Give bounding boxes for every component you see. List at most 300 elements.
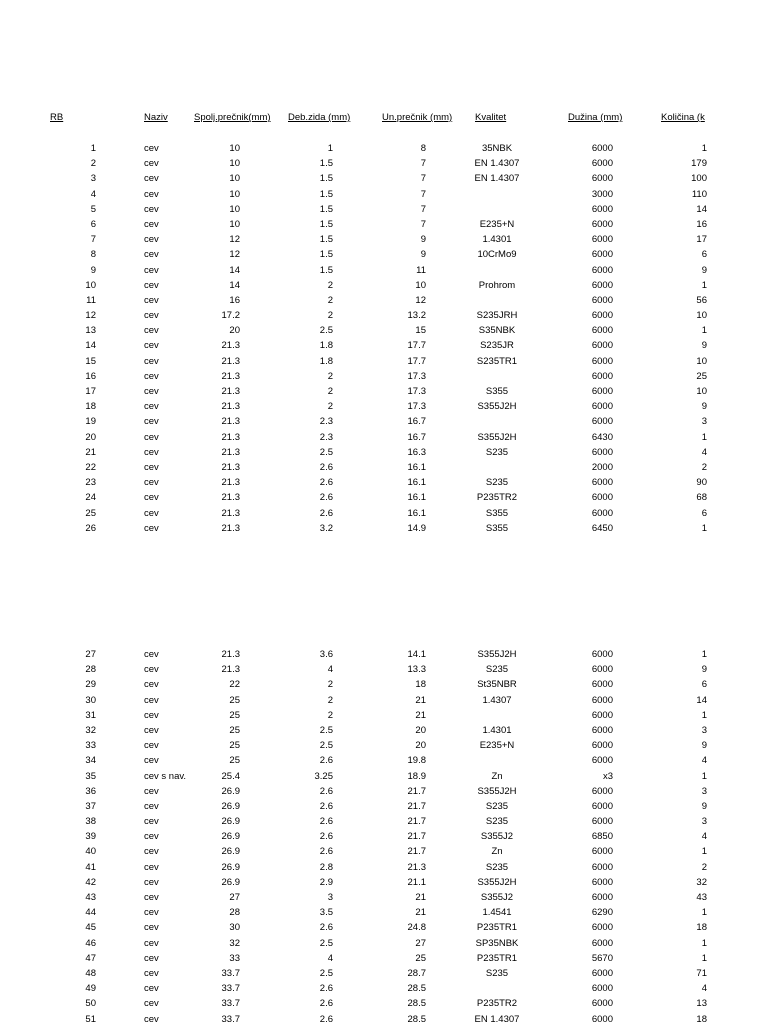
cell-duzina: 6000 [591, 492, 613, 504]
cell-duzina: 6000 [591, 740, 613, 752]
cell-rb: 36 [85, 785, 96, 797]
cell-duzina: 6000 [591, 664, 613, 676]
table-row [0, 710, 768, 725]
cell-spolj-precnik: 25 [229, 740, 240, 752]
cell-spolj-precnik: 20 [229, 325, 240, 337]
cell-spolj-precnik: 25 [229, 755, 240, 767]
cell-kolicina: 1 [701, 846, 707, 858]
cell-kvalitet: S355J2H [477, 785, 517, 797]
cell-deb-zida: 1.5 [319, 173, 333, 185]
cell-deb-zida: 2.5 [319, 937, 333, 949]
cell-kvalitet: 10CrMo9 [477, 249, 517, 261]
table-row [0, 740, 768, 755]
cell-spolj-precnik: 10 [229, 158, 240, 170]
cell-spolj-precnik: 32 [229, 937, 240, 949]
cell-duzina: 6000 [591, 325, 613, 337]
table-row [0, 938, 768, 953]
header-rb: RB [50, 112, 64, 123]
cell-deb-zida: 2.5 [319, 325, 333, 337]
cell-un-precnik: 21.7 [407, 800, 426, 812]
cell-naziv: cev [144, 998, 159, 1010]
cell-un-precnik: 9 [420, 234, 426, 246]
cell-duzina: 6000 [591, 892, 613, 903]
cell-un-precnik: 9 [420, 249, 426, 261]
cell-deb-zida: 2 [327, 294, 333, 306]
cell-deb-zida: 2.5 [319, 967, 333, 979]
cell-kvalitet: S355J2H [477, 649, 517, 660]
cell-deb-zida: 1.5 [319, 158, 333, 170]
cell-spolj-precnik: 21.3 [221, 492, 240, 504]
cell-un-precnik: 19.8 [407, 755, 426, 767]
cell-deb-zida: 2.6 [319, 1013, 333, 1025]
cell-un-precnik: 16.1 [407, 507, 426, 519]
cell-kolicina: 6 [701, 507, 707, 519]
cell-deb-zida: 2 [327, 679, 333, 691]
cell-naziv: cev [144, 492, 159, 504]
cell-spolj-precnik: 17.2 [221, 310, 240, 322]
cell-kvalitet: S355J2H [477, 431, 517, 443]
cell-spolj-precnik: 27 [229, 892, 240, 903]
cell-kolicina: 71 [696, 967, 707, 979]
cell-kolicina: 68 [696, 492, 707, 504]
cell-deb-zida: 1.5 [319, 249, 333, 261]
cell-spolj-precnik: 21.3 [221, 416, 240, 428]
cell-spolj-precnik: 10 [229, 188, 240, 200]
cell-un-precnik: 16.1 [407, 492, 426, 504]
cell-spolj-precnik: 26.9 [221, 831, 240, 843]
table-row [0, 462, 768, 477]
cell-kvalitet: P235TR2 [476, 998, 518, 1010]
cell-kolicina: 4 [701, 831, 707, 843]
cell-duzina: 6000 [591, 218, 613, 230]
cell-kvalitet: S235JRH [476, 310, 518, 322]
cell-spolj-precnik: 25.4 [221, 770, 240, 782]
cell-duzina: 6000 [591, 370, 613, 382]
cell-rb: 28 [85, 664, 96, 676]
table-row [0, 356, 768, 371]
cell-deb-zida: 1.8 [319, 355, 333, 367]
cell-naziv: cev [144, 755, 159, 767]
header-naziv: Naziv [144, 112, 168, 123]
cell-naziv: cev [144, 431, 159, 443]
cell-rb: 40 [85, 846, 96, 858]
cell-rb: 8 [90, 249, 96, 261]
cell-naziv: cev [144, 340, 159, 352]
cell-un-precnik: 25 [415, 952, 426, 964]
cell-naziv: cev [144, 310, 159, 322]
table-row [0, 219, 768, 234]
cell-duzina: 6000 [591, 785, 613, 797]
cell-deb-zida: 3.6 [319, 649, 333, 660]
cell-spolj-precnik: 14 [229, 264, 240, 276]
cell-duzina: 6000 [591, 709, 613, 721]
table-row [0, 295, 768, 310]
cell-rb: 38 [85, 816, 96, 828]
cell-spolj-precnik: 21.3 [221, 401, 240, 413]
cell-un-precnik: 10 [415, 279, 426, 291]
cell-kvalitet: 1.4301 [482, 724, 512, 736]
cell-spolj-precnik: 10 [229, 143, 240, 154]
cell-duzina: 6000 [591, 922, 613, 934]
cell-rb: 11 [86, 294, 96, 306]
header-deb-zida: Deb.zida (mm) [288, 112, 351, 123]
cell-rb: 24 [85, 492, 96, 504]
cell-kvalitet: S235 [485, 477, 509, 489]
table-row [0, 679, 768, 694]
cell-deb-zida: 2.6 [319, 998, 333, 1010]
cell-kolicina: 56 [696, 294, 707, 306]
cell-un-precnik: 16.3 [407, 446, 426, 458]
cell-duzina: 6000 [591, 143, 613, 154]
cell-deb-zida: 2.6 [319, 755, 333, 767]
cell-spolj-precnik: 22 [229, 679, 240, 691]
cell-un-precnik: 14.1 [407, 649, 426, 660]
cell-kolicina: 3 [701, 416, 707, 428]
table-row [0, 447, 768, 462]
cell-duzina: 6000 [591, 755, 613, 767]
cell-kvalitet: S355J2H [477, 401, 517, 413]
cell-duzina: 6000 [591, 249, 613, 261]
cell-naziv: cev [144, 249, 159, 261]
cell-un-precnik: 16.1 [407, 461, 426, 473]
cell-duzina: 6000 [591, 234, 613, 246]
cell-kvalitet: 1.4301 [482, 234, 512, 246]
cell-duzina: x3 [602, 770, 613, 782]
cell-spolj-precnik: 21.3 [221, 461, 240, 473]
cell-naziv: cev [144, 724, 159, 736]
cell-duzina: 6000 [591, 876, 613, 888]
cell-kolicina: 179 [691, 158, 707, 170]
cell-kolicina: 100 [691, 173, 707, 185]
cell-rb: 34 [85, 755, 96, 767]
cell-kvalitet: S355 [485, 507, 509, 519]
cell-spolj-precnik: 26.9 [221, 846, 240, 858]
table-row [0, 204, 768, 219]
table-row [0, 492, 768, 507]
cell-deb-zida: 2.6 [319, 983, 333, 995]
cell-rb: 37 [85, 800, 96, 812]
cell-rb: 29 [85, 679, 96, 691]
cell-naziv: cev [144, 173, 159, 185]
cell-deb-zida: 3.25 [314, 770, 333, 782]
cell-kvalitet: S355J2 [480, 831, 514, 843]
cell-rb: 45 [85, 922, 96, 934]
cell-kolicina: 4 [701, 983, 707, 995]
cell-kvalitet: Prohrom [478, 279, 516, 291]
cell-naziv: cev [144, 294, 159, 306]
cell-duzina: 6000 [591, 649, 613, 660]
cell-spolj-precnik: 21.3 [221, 431, 240, 443]
cell-deb-zida: 2.6 [319, 846, 333, 858]
cell-kvalitet: S355 [485, 522, 509, 534]
cell-spolj-precnik: 25 [229, 709, 240, 721]
cell-deb-zida: 2 [327, 279, 333, 291]
cell-naziv: cev [144, 816, 159, 828]
table-row [0, 755, 768, 770]
cell-kvalitet: S235 [485, 664, 509, 676]
cell-kolicina: 1 [701, 952, 707, 964]
cell-deb-zida: 2 [327, 401, 333, 413]
cell-kvalitet: Zn [491, 846, 503, 858]
cell-un-precnik: 17.3 [407, 386, 426, 397]
cell-duzina: 6000 [591, 355, 613, 367]
cell-rb: 43 [85, 892, 96, 903]
cell-kolicina: 1 [701, 431, 707, 443]
cell-naziv: cev [144, 507, 159, 519]
cell-naziv: cev [144, 952, 159, 964]
cell-kolicina: 25 [696, 370, 707, 382]
cell-kvalitet: S235JR [480, 340, 514, 352]
cell-rb: 15 [85, 355, 96, 367]
table-header [0, 112, 768, 126]
cell-rb: 32 [85, 724, 96, 736]
table-row [0, 831, 768, 846]
header-un-precnik: Un.prečnik (mm) [382, 112, 453, 123]
cell-deb-zida: 4 [327, 952, 333, 964]
cell-deb-zida: 2 [327, 709, 333, 721]
cell-un-precnik: 20 [415, 724, 426, 736]
table-row [0, 310, 768, 325]
cell-kvalitet: Zn [491, 770, 503, 782]
table-row [0, 143, 768, 158]
table-row [0, 695, 768, 710]
cell-rb: 27 [85, 649, 96, 660]
cell-duzina: 6000 [591, 203, 613, 215]
cell-duzina: 6000 [591, 279, 613, 291]
cell-naziv: cev [144, 861, 159, 873]
cell-un-precnik: 7 [420, 158, 426, 170]
table-row [0, 816, 768, 831]
cell-kvalitet: EN 1.4307 [474, 158, 520, 170]
cell-kvalitet: 1.4541 [482, 907, 512, 919]
cell-rb: 3 [90, 173, 96, 185]
cell-un-precnik: 16.1 [407, 477, 426, 489]
table-row [0, 280, 768, 295]
cell-kolicina: 10 [696, 355, 707, 367]
cell-kolicina: 1 [701, 325, 707, 337]
cell-kvalitet: S235TR1 [476, 355, 518, 367]
cell-deb-zida: 1.5 [319, 264, 333, 276]
cell-kolicina: 10 [696, 386, 707, 397]
cell-kolicina: 90 [696, 477, 707, 489]
cell-deb-zida: 2.6 [319, 831, 333, 843]
cell-kvalitet: P235TR1 [476, 952, 518, 964]
cell-kolicina: 3 [701, 785, 707, 797]
table-row [0, 386, 768, 401]
cell-rb: 23 [85, 477, 96, 489]
cell-un-precnik: 20 [415, 740, 426, 752]
cell-kolicina: 1 [701, 649, 707, 660]
cell-spolj-precnik: 26.9 [221, 816, 240, 828]
cell-un-precnik: 7 [420, 203, 426, 215]
cell-naziv: cev [144, 709, 159, 721]
cell-spolj-precnik: 26.9 [221, 785, 240, 797]
cell-naziv: cev [144, 907, 159, 919]
cell-kolicina: 9 [701, 800, 707, 812]
cell-un-precnik: 21.1 [407, 876, 426, 888]
cell-naziv: cev [144, 446, 159, 458]
cell-rb: 17 [85, 386, 96, 397]
table-row [0, 786, 768, 801]
cell-duzina: 6000 [591, 294, 613, 306]
cell-kvalitet: E235+N [479, 740, 515, 752]
cell-spolj-precnik: 12 [229, 249, 240, 261]
cell-un-precnik: 21.7 [407, 816, 426, 828]
cell-duzina: 6000 [591, 983, 613, 995]
cell-kolicina: 2 [701, 861, 707, 873]
cell-duzina: 6000 [591, 724, 613, 736]
cell-spolj-precnik: 33.7 [221, 983, 240, 995]
cell-rb: 19 [85, 416, 96, 428]
cell-duzina: 6000 [591, 694, 613, 706]
cell-kvalitet: P235TR1 [476, 922, 518, 934]
cell-duzina: 6000 [591, 401, 613, 413]
table-row [0, 725, 768, 740]
cell-naziv: cev s nav. [144, 770, 187, 782]
cell-spolj-precnik: 12 [229, 234, 240, 246]
cell-rb: 42 [85, 876, 96, 888]
cell-duzina: 6000 [591, 937, 613, 949]
cell-duzina: 6850 [591, 831, 613, 843]
cell-kolicina: 16 [696, 218, 707, 230]
cell-rb: 44 [85, 907, 96, 919]
cell-deb-zida: 2 [327, 694, 333, 706]
cell-spolj-precnik: 30 [229, 922, 240, 934]
cell-un-precnik: 12 [415, 294, 426, 306]
cell-naziv: cev [144, 370, 159, 382]
cell-rb: 16 [85, 370, 96, 382]
table-row [0, 265, 768, 280]
table-row [0, 664, 768, 679]
cell-naziv: cev [144, 649, 159, 660]
cell-kolicina: 1 [701, 279, 707, 291]
cell-naziv: cev [144, 967, 159, 979]
cell-rb: 12 [85, 310, 96, 322]
cell-spolj-precnik: 21.3 [221, 507, 240, 519]
cell-un-precnik: 17.3 [407, 370, 426, 382]
cell-kolicina: 1 [701, 770, 707, 782]
cell-spolj-precnik: 26.9 [221, 861, 240, 873]
cell-spolj-precnik: 21.3 [221, 649, 240, 660]
header-spolj-precnik: Spolj.prečnik(mm) [194, 112, 271, 123]
cell-kolicina: 17 [696, 234, 707, 246]
cell-rb: 1 [90, 143, 96, 154]
table-row [0, 340, 768, 355]
cell-naziv: cev [144, 937, 159, 949]
cell-duzina: 6000 [591, 800, 613, 812]
cell-kvalitet: P235TR2 [476, 492, 518, 504]
cell-naziv: cev [144, 785, 159, 797]
cell-naziv: cev [144, 218, 159, 230]
cell-un-precnik: 8 [420, 143, 426, 154]
cell-rb: 33 [85, 740, 96, 752]
cell-duzina: 2000 [591, 461, 613, 473]
cell-deb-zida: 2.6 [319, 507, 333, 519]
cell-spolj-precnik: 33 [229, 952, 240, 964]
cell-un-precnik: 7 [420, 188, 426, 200]
cell-kvalitet: EN 1.4307 [474, 1013, 520, 1025]
cell-naziv: cev [144, 800, 159, 812]
cell-rb: 7 [90, 234, 96, 246]
header-kvalitet: Kvalitet [475, 112, 507, 123]
cell-kolicina: 43 [696, 892, 707, 903]
cell-deb-zida: 3.2 [319, 522, 333, 534]
cell-spolj-precnik: 26.9 [221, 800, 240, 812]
cell-un-precnik: 13.3 [407, 664, 426, 676]
cell-rb: 50 [85, 998, 96, 1010]
cell-naziv: cev [144, 264, 159, 276]
cell-deb-zida: 2 [327, 370, 333, 382]
cell-naziv: cev [144, 325, 159, 337]
cell-kolicina: 32 [696, 876, 707, 888]
cell-un-precnik: 13.2 [407, 310, 426, 322]
cell-un-precnik: 16.7 [407, 416, 426, 428]
cell-un-precnik: 18.9 [407, 770, 426, 782]
cell-kvalitet: S35NBK [478, 325, 516, 337]
cell-naziv: cev [144, 876, 159, 888]
cell-rb: 21 [85, 446, 96, 458]
cell-duzina: 6000 [591, 846, 613, 858]
cell-spolj-precnik: 21.3 [221, 370, 240, 382]
cell-naziv: cev [144, 983, 159, 995]
cell-un-precnik: 21.7 [407, 831, 426, 843]
cell-rb: 13 [85, 325, 96, 337]
cell-rb: 41 [85, 861, 96, 873]
cell-naziv: cev [144, 461, 159, 473]
cell-rb: 48 [85, 967, 96, 979]
cell-deb-zida: 3 [327, 892, 333, 903]
table-row [0, 158, 768, 173]
cell-spolj-precnik: 21.3 [221, 446, 240, 458]
cell-un-precnik: 18 [415, 679, 426, 691]
cell-kolicina: 9 [701, 401, 707, 413]
cell-naziv: cev [144, 1013, 159, 1025]
cell-deb-zida: 1.5 [319, 188, 333, 200]
cell-rb: 30 [85, 694, 96, 706]
table-row [0, 922, 768, 937]
cell-duzina: 6000 [591, 861, 613, 873]
cell-rb: 51 [85, 1013, 96, 1025]
cell-kolicina: 18 [696, 1013, 707, 1025]
cell-rb: 26 [85, 522, 96, 534]
cell-rb: 10 [85, 279, 96, 291]
table-row [0, 892, 768, 907]
cell-deb-zida: 2.9 [319, 876, 333, 888]
table-row [0, 983, 768, 998]
cell-spolj-precnik: 33.7 [221, 1013, 240, 1025]
table-row [0, 234, 768, 249]
cell-kolicina: 18 [696, 922, 707, 934]
cell-un-precnik: 21 [415, 907, 426, 919]
cell-spolj-precnik: 33.7 [221, 998, 240, 1010]
cell-kvalitet: S355 [485, 386, 509, 397]
cell-duzina: 6000 [591, 679, 613, 691]
cell-kolicina: 1 [701, 709, 707, 721]
cell-naziv: cev [144, 416, 159, 428]
cell-rb: 5 [90, 203, 96, 215]
cell-kvalitet: S235 [485, 816, 509, 828]
cell-un-precnik: 17.3 [407, 401, 426, 413]
table-row [0, 523, 768, 538]
cell-kolicina: 14 [696, 203, 707, 215]
cell-rb: 35 [85, 770, 96, 782]
table-row [0, 862, 768, 877]
cell-spolj-precnik: 25 [229, 694, 240, 706]
cell-kolicina: 1 [701, 907, 707, 919]
cell-kvalitet: S235 [485, 800, 509, 812]
cell-rb: 6 [90, 218, 96, 230]
cell-deb-zida: 1.8 [319, 340, 333, 352]
